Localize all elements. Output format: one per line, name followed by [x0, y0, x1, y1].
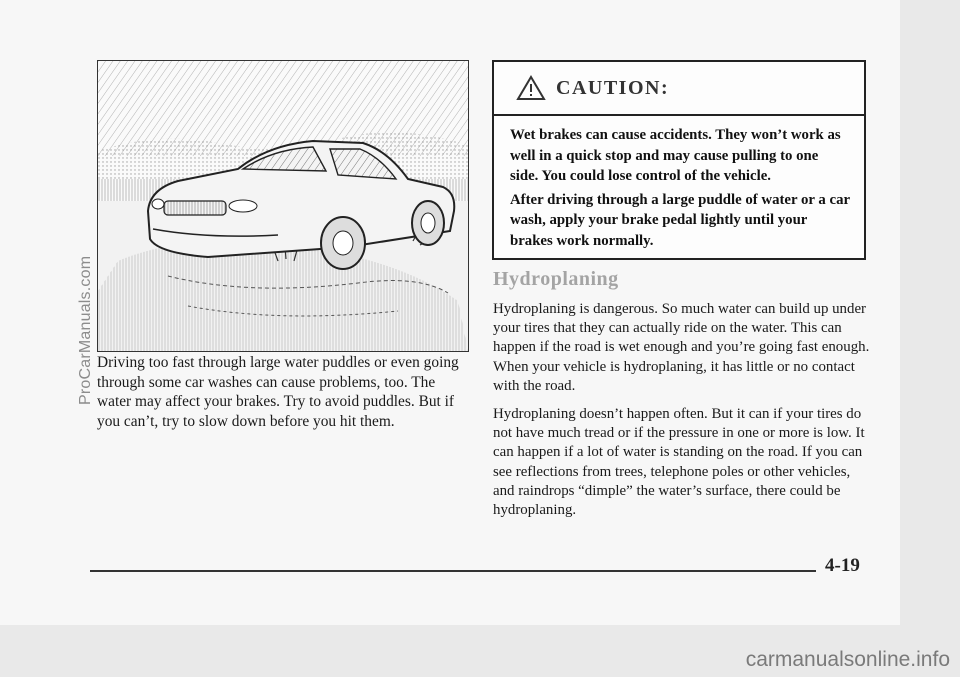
- caution-body: [494, 116, 864, 251]
- section-heading: Hydroplaning: [493, 268, 619, 290]
- caution-paragraph: After driving through a large puddle of water or a car wash, apply your brake pedal lightly until your brakes work normally.: [510, 191, 850, 249]
- hydroplaning-text: [493, 300, 873, 529]
- car-water-illustration: [97, 60, 469, 352]
- caution-header: [494, 62, 864, 116]
- left-column-text: [97, 353, 467, 440]
- vertical-watermark: ProCarManuals.com: [77, 255, 94, 405]
- hydroplaning-paragraph: Hydroplaning is dangerous. So much water can build up under your tires that they can actually ride on the water. This can happen if the road is wet enough and you’re going fast enough. When your vehicle is hydroplaning, it has little or no contact with the road.: [493, 301, 870, 394]
- puddle-paragraph: Driving too fast through large water puddles or even going through some car washes can cause problems, too. The water may affect your brakes. Try to avoid puddles. But if you can’t, try to slow down before you hit them.: [97, 354, 459, 430]
- caution-title: CAUTION:: [556, 76, 670, 99]
- page-number: 4-19: [825, 555, 860, 576]
- hydroplaning-paragraph: Hydroplaning doesn’t happen often. But it can if your tires do not have much tread or if the pressure in one or more is low. It can happen if a lot of water is standing on the road. If you can see reflections from trees, telephone poles or other vehicles, and raindrops “dimple” the water’s surface, there could be hydroplaning.: [493, 406, 865, 519]
- bottom-watermark-link[interactable]: carmanualsonline.info: [745, 648, 950, 671]
- caution-box: [492, 60, 866, 260]
- warning-triangle-icon: [516, 75, 546, 101]
- footer-rule: [90, 570, 816, 572]
- caution-paragraph: Wet brakes can cause accidents. They won’t work as well in a quick stop and may cause pulling to one side. You could lose control of the vehicle.: [510, 127, 841, 184]
